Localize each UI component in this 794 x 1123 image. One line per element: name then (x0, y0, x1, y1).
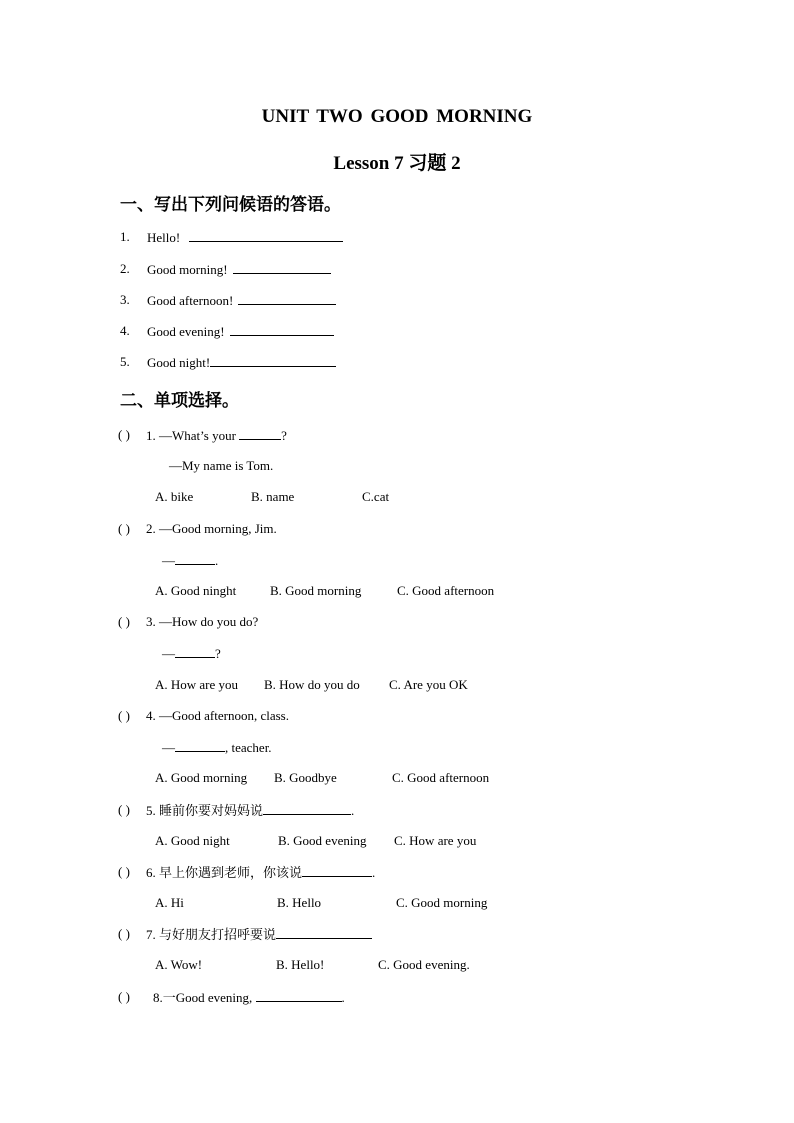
item-text: Hello! (147, 229, 343, 246)
part2-heading: 二、单项选择。 (120, 391, 239, 411)
question-text: 1. —What’s your ? (146, 428, 287, 443)
option-b: B. name (251, 489, 295, 504)
question-text: 6. 早上你遇到老师，你该说 . (146, 865, 376, 880)
question-text: 4. —Good afternoon, class. (146, 708, 289, 723)
option-c: C. Good evening. (378, 957, 470, 972)
option-c: C.cat (362, 489, 390, 504)
answer-paren[interactable]: ( ) (118, 521, 130, 536)
option-a: A. bike (155, 489, 194, 504)
question-text: 3. —How do you do? (146, 614, 259, 629)
question-text: 5. 睡前你要对妈妈说 . (146, 803, 355, 818)
option-b: B. Good morning (270, 583, 362, 598)
option-a: A. Good ninght (155, 583, 237, 598)
answer-blank[interactable] (175, 739, 225, 752)
item-text: Good morning! (147, 261, 331, 278)
item-number: 2. (120, 261, 130, 276)
option-b: B. Goodbye (274, 770, 337, 785)
option-a: A. Good morning (155, 770, 248, 785)
answer-blank[interactable] (302, 864, 372, 877)
answer-paren[interactable]: ( ) (118, 926, 130, 941)
answer-blank[interactable] (256, 989, 342, 1002)
item-text: Good afternoon! (147, 292, 336, 309)
answer-paren[interactable]: ( ) (118, 708, 130, 723)
option-a: A. How are you (155, 677, 239, 692)
item-number: 5. (120, 354, 130, 369)
question-text: 2. —Good morning, Jim. (146, 521, 277, 536)
answer-blank[interactable] (230, 323, 334, 336)
answer-paren[interactable]: ( ) (118, 427, 130, 442)
answer-blank[interactable] (189, 229, 343, 242)
worksheet-subtitle: Lesson 7 习题 2 (333, 153, 461, 174)
answer-blank[interactable] (175, 552, 215, 565)
answer-blank[interactable] (210, 354, 336, 367)
item-number: 4. (120, 323, 130, 338)
option-c: C. Good afternoon (397, 583, 495, 598)
answer-blank[interactable] (175, 645, 215, 658)
option-b: B. Hello! (276, 957, 325, 972)
option-b: B. How do you do (264, 677, 360, 692)
item-text: Good evening! (147, 323, 334, 340)
option-a: A. Wow! (155, 957, 203, 972)
item-number: 1. (120, 229, 130, 244)
answer-paren[interactable]: ( ) (118, 614, 130, 629)
option-c: C. Are you OK (389, 677, 468, 692)
answer-paren[interactable]: ( ) (118, 989, 130, 1004)
item-number: 3. (120, 292, 130, 307)
part1-heading: 一、写出下列问候语的答语。 (120, 195, 341, 215)
option-a: A. Good night (155, 833, 230, 848)
option-c: C. Good morning (396, 895, 488, 910)
question-reply: — , teacher. (162, 740, 272, 755)
answer-blank[interactable] (239, 427, 281, 440)
answer-blank[interactable] (233, 261, 331, 274)
answer-blank[interactable] (276, 926, 372, 939)
worksheet-title: UNIT TWO GOOD MORNING (261, 106, 533, 127)
question-reply: — . (162, 553, 219, 568)
answer-blank[interactable] (263, 802, 351, 815)
item-text: Good night! (147, 354, 336, 371)
answer-paren[interactable]: ( ) (118, 864, 130, 879)
option-a: A. Hi (155, 895, 184, 910)
option-b: B. Good evening (278, 833, 367, 848)
option-c: C. Good afternoon (392, 770, 490, 785)
answer-blank[interactable] (238, 292, 336, 305)
question-text: 7. 与好朋友打招呼要说 (146, 926, 372, 943)
answer-paren[interactable]: ( ) (118, 802, 130, 817)
question-reply: —My name is Tom. (169, 458, 274, 473)
question-reply: — ? (162, 646, 221, 661)
question-text: 8.一Good evening, . (153, 990, 345, 1005)
option-b: B. Hello (277, 895, 322, 910)
option-c: C. How are you (394, 833, 477, 848)
